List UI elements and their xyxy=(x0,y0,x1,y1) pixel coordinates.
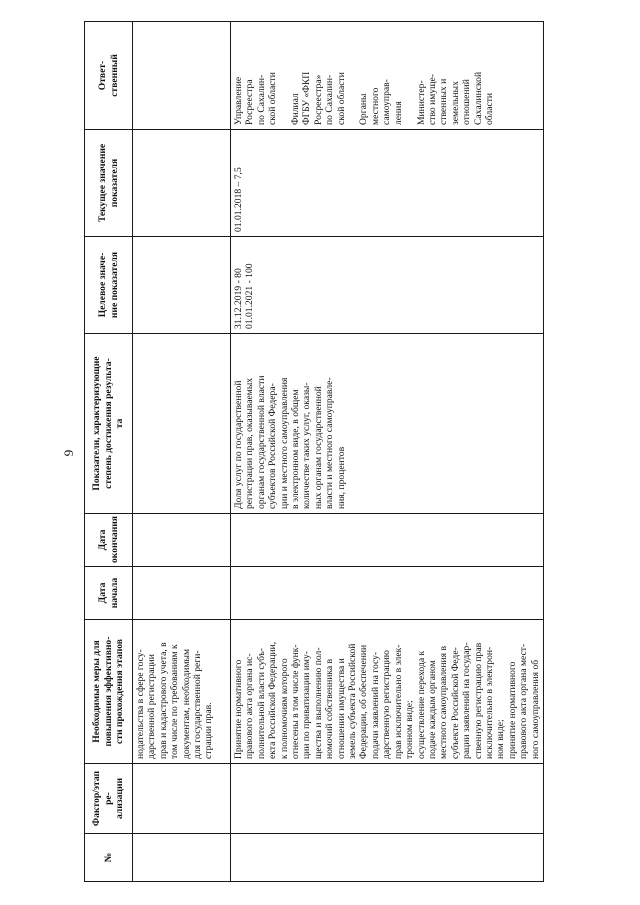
row-responsible-cell: Управление Росреестра по Сахалин- ской области Филиал ФГБУ «ФКП Росреестра» по Сахалин- ской области Органы местного самоуправ- ления Министер- ство имуще- ственных и земельных отношений Сахалинской области xyxy=(231,22,544,130)
header-start-date: Дата начала xyxy=(85,567,133,620)
row-current-cell: 01.01.2018 – 7,5 xyxy=(231,130,544,237)
header-target-value: Целевое значе- ние показателя xyxy=(85,237,133,334)
row-measures-cell: Принятие нормативного правового акта органа ис- полнительной власти субъ- екта Российской Федерации, к полномочиям которого отнесены в том числе функ- ции по приватизации иму- щества и выполнению пол- номочий собственника в отношении имущества и земель субъекта Российской Федерации, об обеспечении подачи заявлений на госу- дарственную регистрацию прав исключительно в элек- тронном виде; осуществление перехода к подаче каждым органом местного самоуправления в субъекте Российской Феде- рации заявлений на государ- ственную регистрацию прав исключительно в электрон- ном виде; принятие нормативного правового акта органа мест- ного самоуправления об xyxy=(231,620,544,764)
row-factor-cell xyxy=(231,764,544,834)
header-indicators: Показатели, характеризующие степень достижения результа- та xyxy=(85,334,133,514)
row-target-cell: 31.12.2019 - 80 01.01.2021 - 100 xyxy=(231,237,544,334)
row-end-cell xyxy=(231,514,544,567)
header-end-date: Дата окончания xyxy=(85,514,133,567)
header-responsible: Ответ- ственный xyxy=(85,22,133,130)
row-responsible-cell xyxy=(133,22,231,130)
measures-table xyxy=(84,21,544,882)
row-number-cell xyxy=(133,834,231,882)
row-number-cell xyxy=(231,834,544,882)
row-indicator-cell xyxy=(133,334,231,514)
row-end-cell xyxy=(133,514,231,567)
header-number: № xyxy=(85,834,133,882)
header-row xyxy=(85,22,133,882)
table-row xyxy=(231,22,544,882)
row-measures-cell: нодательства в сфере госу- дарственной регистрации прав и кадастрового учета, в том числе по требованиям к документам, необходимым для государственной реги- страции прав. xyxy=(133,620,231,764)
rotated-table-wrapper xyxy=(84,22,541,882)
row-target-cell xyxy=(133,237,231,334)
row-start-cell xyxy=(231,567,544,620)
page-number: 9 xyxy=(61,449,76,457)
header-factor: Фактор/этап ре- ализации xyxy=(85,764,133,834)
header-current-value: Текущее значение показателя xyxy=(85,130,133,237)
row-start-cell xyxy=(133,567,231,620)
row-indicator-cell: Доля услуг по государственной регистрации прав, оказываемых органам государственной власти субъектов Российской Федера- ции и местного самоуправления в электронном виде, в общем количестве таких услуг, оказы- ных органам государственной власти и местного самоуправле- ния, процентов xyxy=(231,334,544,514)
table-row xyxy=(133,22,231,882)
row-current-cell xyxy=(133,130,231,237)
row-factor-cell xyxy=(133,764,231,834)
header-measures: Необходимые меры для повышения эффективно- сти прохождения этапов xyxy=(85,620,133,764)
